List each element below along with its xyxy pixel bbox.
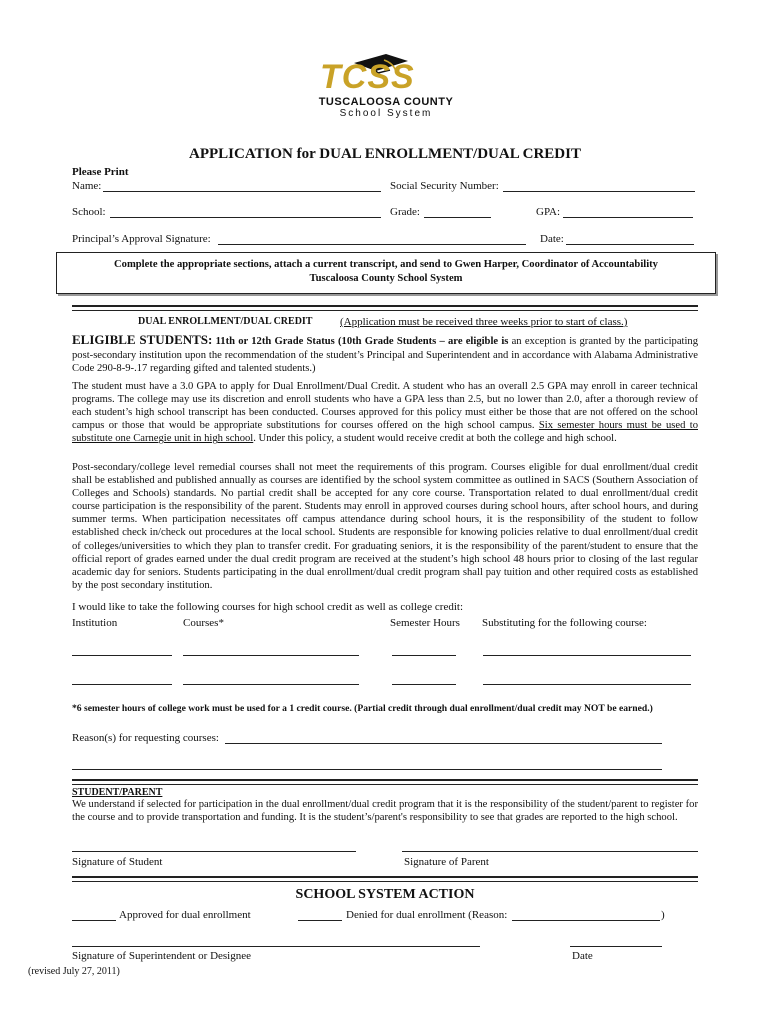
tcss-logo [300,52,472,118]
gpa-field[interactable] [563,217,693,218]
student-parent-heading: STUDENT/PARENT [72,787,163,798]
gpa-paragraph [72,380,698,445]
date-label: Date: [540,233,564,245]
course-field-1[interactable] [183,655,359,656]
date-field[interactable] [566,244,694,245]
hours-field-1[interactable] [392,655,456,656]
school-system-action-heading: SCHOOL SYSTEM ACTION [295,887,475,902]
eligible-heading: ELIGIBLE STUDENTS: [72,332,213,347]
ssn-label: Social Security Number: [390,180,499,192]
denied-reason-field[interactable] [512,920,660,921]
col-courses: Courses* [183,617,224,629]
reasons-field-1[interactable] [225,743,662,744]
institution-field-1[interactable] [72,655,172,656]
policy-paragraph: Post-secondary/college level remedial courses shall not meet the requirements of this program. Courses eligible for dual enrollment/dual credit shall be established and published annually as courses are identified by the school system committee as outlined in SACS (Southern Association of Colleges and Schools) standards. No partial credit shall be accepted for any core course. Transportation related to dual enrollment/dual credit course participation is the responsibility of the parent. Students may enroll in approved courses during school hours, after school hours, and during summer terms. When participation necessitates off campus attendance during school hours, it is the responsibility of the student to follow established check in/check out procedures at the local school. Students are responsible for knowing policies relative to dual enrollment/dual credit of colleges/universities to which they plan to transfer credit. For graduating seniors, it is the responsibility of the parent/student to ensure that the official report of grades earned under the dual credit program are received at the student’s high school 48 hours prior to closing of the last regular academic day for seniors. Students participating in the dual enrollment/dual credit program shall pay tuition and other required costs as established by the post secondary institution. [72,462,698,591]
principal-signature-label: Principal’s Approval Signature: [72,233,211,245]
ssn-field[interactable] [503,191,695,192]
deadline-note: (Application must be received three weeks prior to start of class.) [340,316,628,328]
denied-close: ) [661,909,665,921]
col-institution: Institution [72,617,118,629]
gpa-label: GPA: [536,206,561,218]
approved-checkbox-line[interactable] [72,920,116,921]
instruction-box [56,252,716,294]
credit-footnote: *6 semester hours of college work must be used for a 1 credit course. (Partial credit through dual enrollment/dual credit may NOT be earned.) [72,703,653,714]
superintendent-signature-label: Signature of Superintendent or Designee [72,950,252,962]
reasons-field-2[interactable] [72,769,662,770]
course-field-2[interactable] [183,684,359,685]
dual-enrollment-heading: DUAL ENROLLMENT/DUAL CREDIT [138,316,313,327]
substitute-field-1[interactable] [483,655,691,656]
gpa-text-end: . Under this policy, a student would receive credit at both the college and high school. [253,433,617,445]
superintendent-signature-field[interactable] [72,946,480,947]
logo-org-line2: School System [339,108,433,119]
principal-signature-field[interactable] [218,244,526,245]
six-hours-note: Six semester hours must be used to substitute one Carnegie unit in high school [72,420,698,445]
parent-signature-label: Signature of Parent [404,856,489,868]
grade-label: Grade: [390,206,420,218]
denied-checkbox-line[interactable] [298,920,342,921]
institution-field-2[interactable] [72,684,172,685]
revised-date: (revised July 27, 2011) [28,966,120,977]
col-semester-hours: Semester Hours [390,617,460,629]
logo-acronym: TCSS [320,58,415,96]
denied-label: Denied for dual enrollment (Reason: [346,909,508,921]
instruction-line2: Tuscaloosa County School System [309,273,463,284]
col-substituting: Substituting for the following course: [482,617,647,629]
student-signature-label: Signature of Student [72,856,163,868]
section-divider-2 [72,779,698,785]
eligible-bold-rest: 11th or 12th Grade Status (10th Grade Students – are eligible is [212,336,509,347]
section-divider [72,305,698,311]
parent-signature-field[interactable] [402,851,698,852]
instruction-line1: Complete the appropriate sections, attach a current transcript, and send to Gwen Harper, Coordinator of Accountability [114,259,658,270]
name-label: Name: [72,180,102,192]
school-label: School: [72,206,106,218]
school-field[interactable] [110,217,381,218]
eligible-paragraph [72,333,698,376]
section-divider-3 [72,876,698,882]
eligible-text: an exception is granted by the participating post-secondary institution upon the recommendation of the student’s Principal and Superintendent and in accordance with Alabama Administrative Code 290-8-9-.17 regarding gifted and talented students.) [72,336,698,374]
student-parent-text: We understand if selected for participation in the dual enrollment/dual credit program that it is the responsibility of the student/parent to register for the course and to provide transportation and funding. It is the student’s/parent's responsibility to see that grades are reported to the high school. [72,799,698,824]
student-signature-field[interactable] [72,851,356,852]
logo-org-line1: TUSCALOOSA COUNTY [318,96,454,108]
superintendent-date-field[interactable] [570,946,662,947]
superintendent-date-label: Date [572,950,593,962]
hours-field-2[interactable] [392,684,456,685]
reasons-label: Reason(s) for requesting courses: [72,732,219,744]
approved-label: Approved for dual enrollment [119,909,251,921]
courses-intro: I would like to take the following courses for high school credit as well as college credit: [72,601,463,613]
gpa-text: The student must have a 3.0 GPA to apply for Dual Enrollment/Dual Credit. A student who has an overall 2.5 GPA may enroll in career technical programs. The college may use its discretion and enroll students who have a GPA less than 2.5, but no lower than 2.0, after a thorough review of each student’s high school transcript has been conducted. Courses approved for this policy must either be those that are not offered on the school campus or those that would be appropriate substitutions for courses offered on the high school campus. [72,381,698,432]
page-title: APPLICATION for DUAL ENROLLMENT/DUAL CREDIT [189,146,581,162]
please-print-label: Please Print [72,166,129,178]
grade-field[interactable] [424,217,491,218]
substitute-field-2[interactable] [483,684,691,685]
name-field[interactable] [103,191,381,192]
